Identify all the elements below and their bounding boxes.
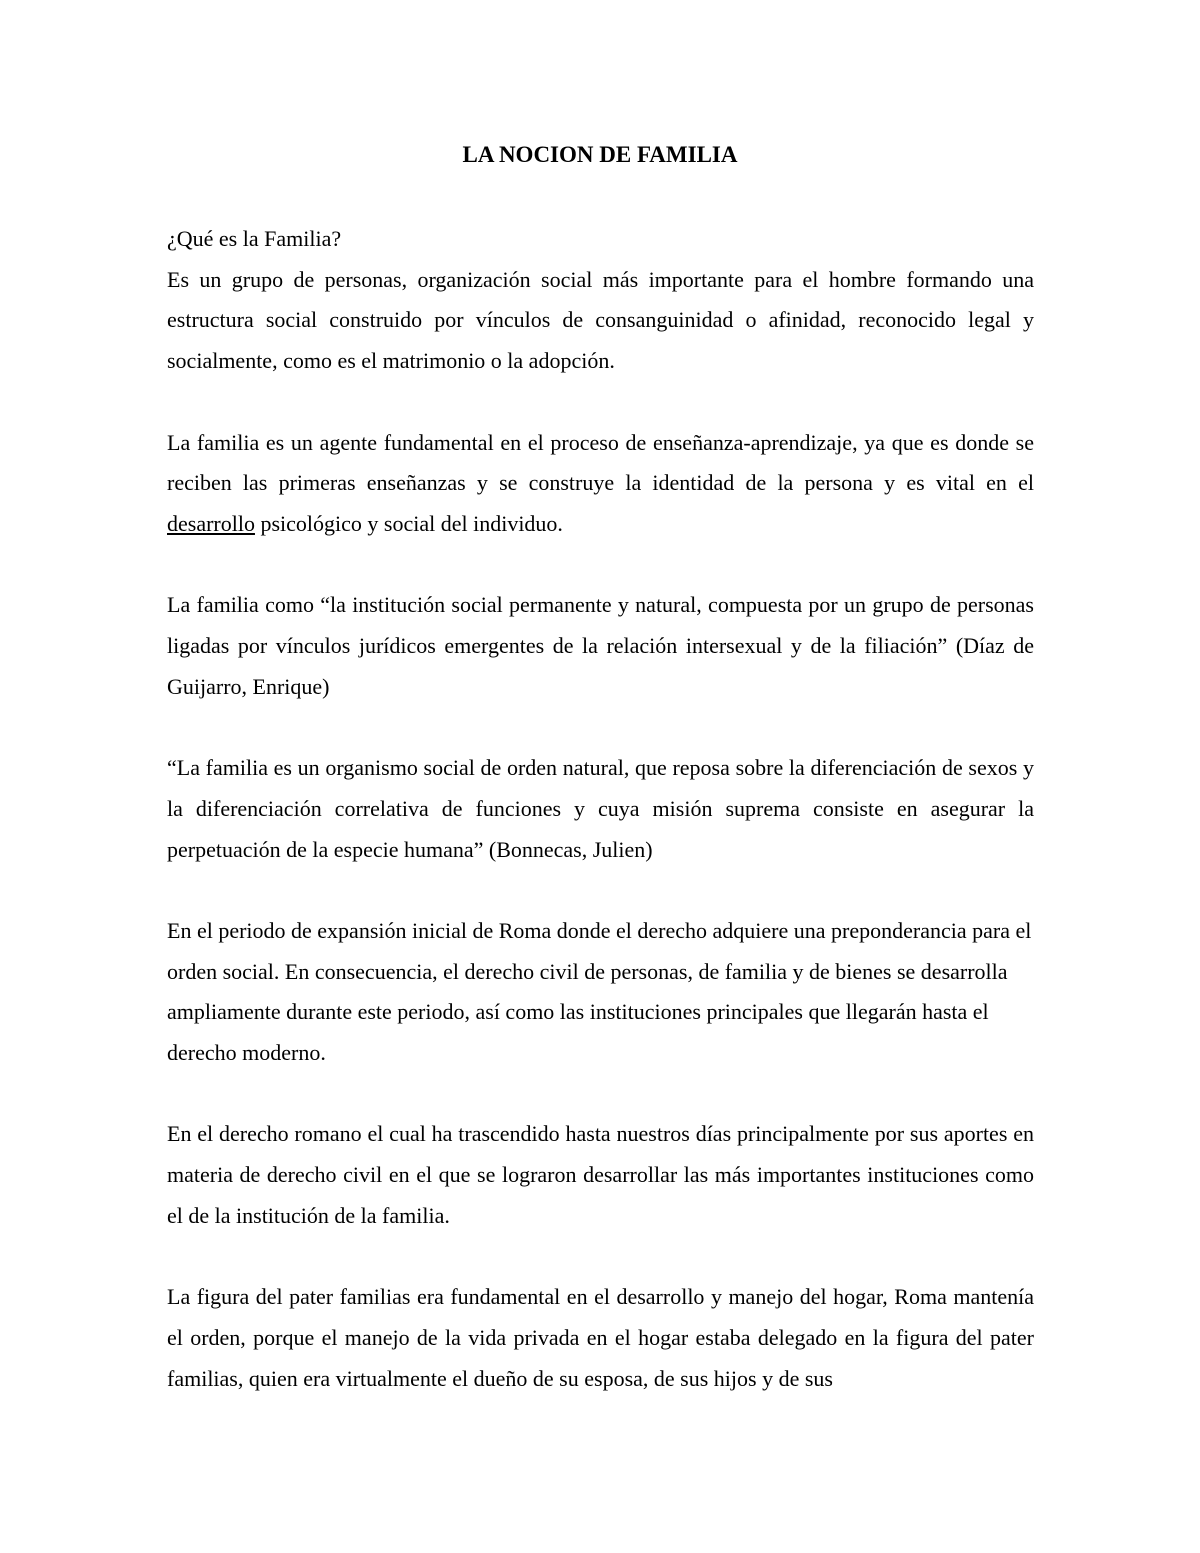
desarrollo-link[interactable]: desarrollo (167, 510, 255, 536)
question-heading: ¿Qué es la Familia? (167, 226, 342, 251)
paragraph-quote-diaz: La familia como “la institución social permanente y natural, compuesta por un grupo de personas ligadas por vínculos jurídicos emergentes de la relación intersexual y de la filiación” (Díaz de Guijarro, Enrique) (167, 592, 1034, 699)
paragraph-rome-expansion: En el periodo de expansión inicial de Roma donde el derecho adquiere una preponderancia para el orden social. En consecuencia, el derecho civil de personas, de familia y de bienes se desarrolla ampliamente durante este periodo, así como las instituciones principales que llegarán hasta el derecho moderno. (167, 917, 1032, 1065)
paragraph-definition: Es un grupo de personas, organización social más importante para el hombre formando una estructura social construido por vínculos de consanguinidad o afinidad, reconocido legal y socialmente, como es el matrimonio o la adopción. (167, 266, 1034, 374)
paragraph-text: La familia es un agente fundamental en el proceso de enseñanza-aprendizaje, ya que es donde se reciben las primeras enseñanzas y se construye la identidad de la persona y es vital en el (167, 429, 1034, 496)
paragraph-family-agent (167, 423, 1034, 545)
paragraph-spacer (167, 545, 1034, 586)
paragraph-spacer (167, 1237, 1034, 1278)
paragraph-text: psicológico y social del individuo. (254, 510, 563, 536)
document-title: LA NOCION DE FAMILIA (462, 142, 738, 167)
paragraph-spacer (167, 1074, 1034, 1115)
paragraph-spacer (167, 707, 1034, 748)
paragraph-roman-law: En el derecho romano el cual ha trascendido hasta nuestros días principalmente por sus aportes en materia de derecho civil en el que se lograron desarrollar las más importantes instituciones como el de la institución de la familia. (167, 1121, 1034, 1228)
paragraph-spacer (167, 870, 1034, 911)
paragraph-spacer (167, 382, 1034, 423)
document-body (167, 219, 1034, 1399)
paragraph-quote-bonnecas: “La familia es un organismo social de orden natural, que reposa sobre la diferenciación de sexos y la diferenciación correlativa de funciones y cuya misión suprema consiste en asegurar la perpetuación de la especie humana” (Bonnecas, Julien) (167, 755, 1034, 862)
paragraph-pater-familias: La figura del pater familias era fundamental en el desarrollo y manejo del hogar, Roma mantenía el orden, porque el manejo de la vida privada en el hogar estaba delegado en la figura del pater familias, quien era virtualmente el dueño de su esposa, de sus hijos y de sus (167, 1284, 1034, 1391)
